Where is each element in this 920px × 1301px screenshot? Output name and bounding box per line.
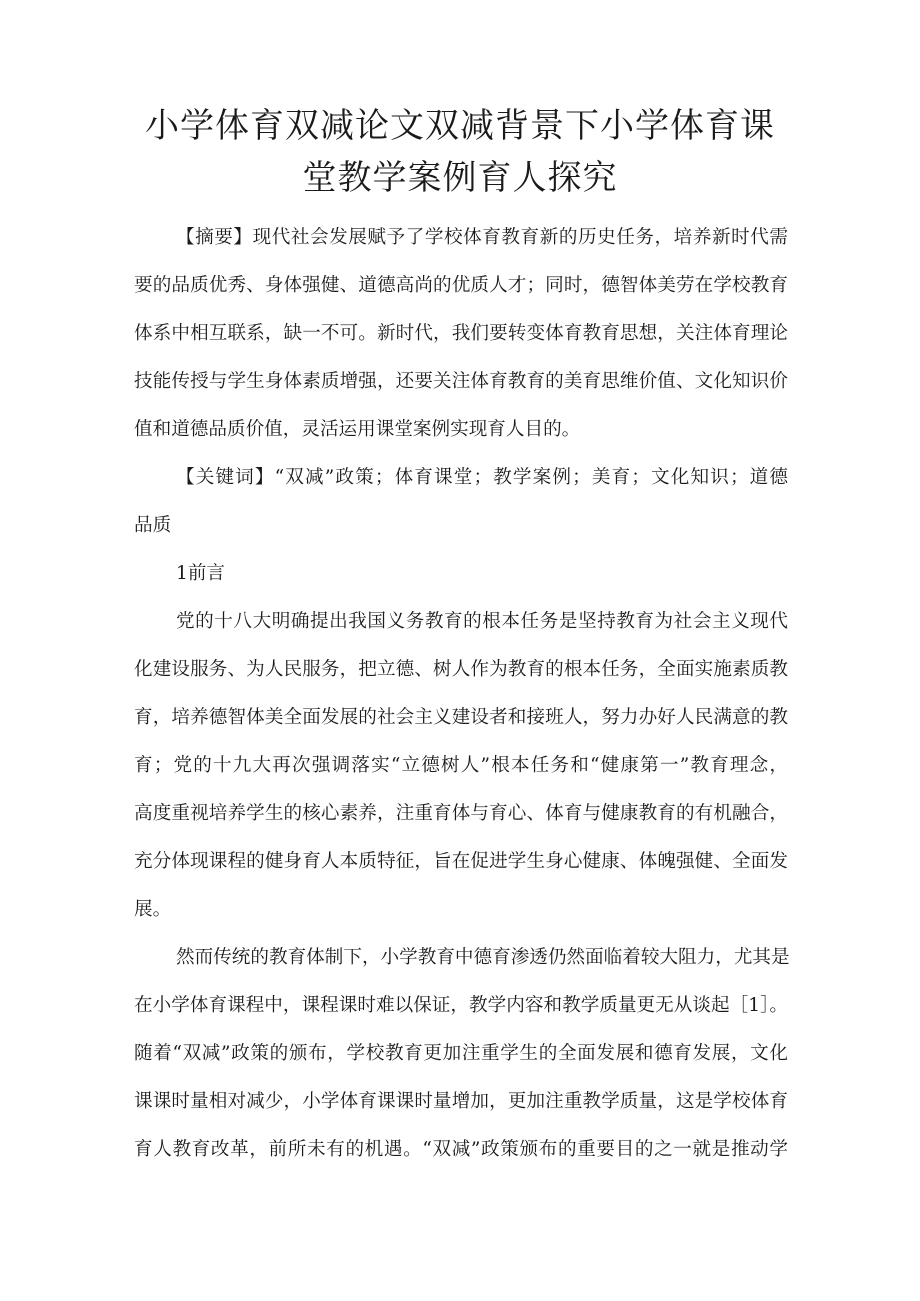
paragraph-line: 然而传统的教育体制下，小学教育中德育渗透仍然面临着较大阻力，尤其是: [176, 947, 790, 968]
paragraph-line: 育；党的十九大再次强调落实“立德树人”根本任务和“健康第一”教育理念，: [134, 755, 788, 776]
abstract-line: 体系中相互联系，缺一不可。新时代，我们要转变体育教育思想，关注体育理论: [134, 323, 788, 344]
paragraph-line: 党的十八大明确提出我国义务教育的根本任务是坚持教育为社会主义现代: [176, 611, 788, 632]
paragraph-line: 课课时量相对减少，小学体育课课时量增加，更加注重教学质量，这是学校体育: [134, 1091, 788, 1112]
title-line-2: 堂教学案例育人探究: [302, 158, 618, 198]
abstract-line: 值和道德品质价值，灵活运用课堂案例实现育人目的。: [134, 419, 581, 440]
abstract-line: 【摘要】现代社会发展赋予了学校体育教育新的历史任务，培养新时代需: [176, 227, 788, 248]
paragraph-line: 化建设服务、为人民服务，把立德、树人作为教育的根本任务，全面实施素质教: [134, 659, 788, 680]
paragraph-line: 育人教育改革，前所未有的机遇。“双减”政策颁布的重要目的之一就是推动学: [134, 1139, 788, 1160]
keywords-line: 【关键词】“双减”政策；体育课堂；教学案例；美育；文化知识；道德: [176, 467, 788, 488]
abstract-line: 要的品质优秀、身体强健、道德高尚的优质人才；同时，德智体美劳在学校教育: [134, 275, 788, 296]
paragraph-line: 展。: [134, 899, 172, 920]
paragraph-line: 随着“双减”政策的颁布，学校教育更加注重学生的全面发展和德育发展，文化: [134, 1043, 788, 1064]
paragraph-line: 在小学体育课程中，课程课时难以保证，教学内容和教学质量更无从谈起［1］。: [134, 995, 788, 1016]
title-line-1: 小学体育双减论文双减背景下小学体育课: [145, 106, 775, 146]
paragraph-line: 充分体现课程的健身育人本质特征，旨在促进学生身心健康、体魄强健、全面发: [134, 851, 788, 872]
section-heading: 1前言: [176, 563, 226, 584]
abstract-line: 技能传授与学生身体素质增强，还要关注体育教育的美育思维价值、文化知识价: [134, 371, 788, 392]
paragraph-line: 育，培养德智体美全面发展的社会主义建设者和接班人，努力办好人民满意的教: [134, 707, 788, 728]
keywords-line: 品质: [134, 515, 172, 536]
paragraph-line: 高度重视培养学生的核心素养，注重育体与育心、体育与健康教育的有机融合，: [134, 803, 788, 824]
